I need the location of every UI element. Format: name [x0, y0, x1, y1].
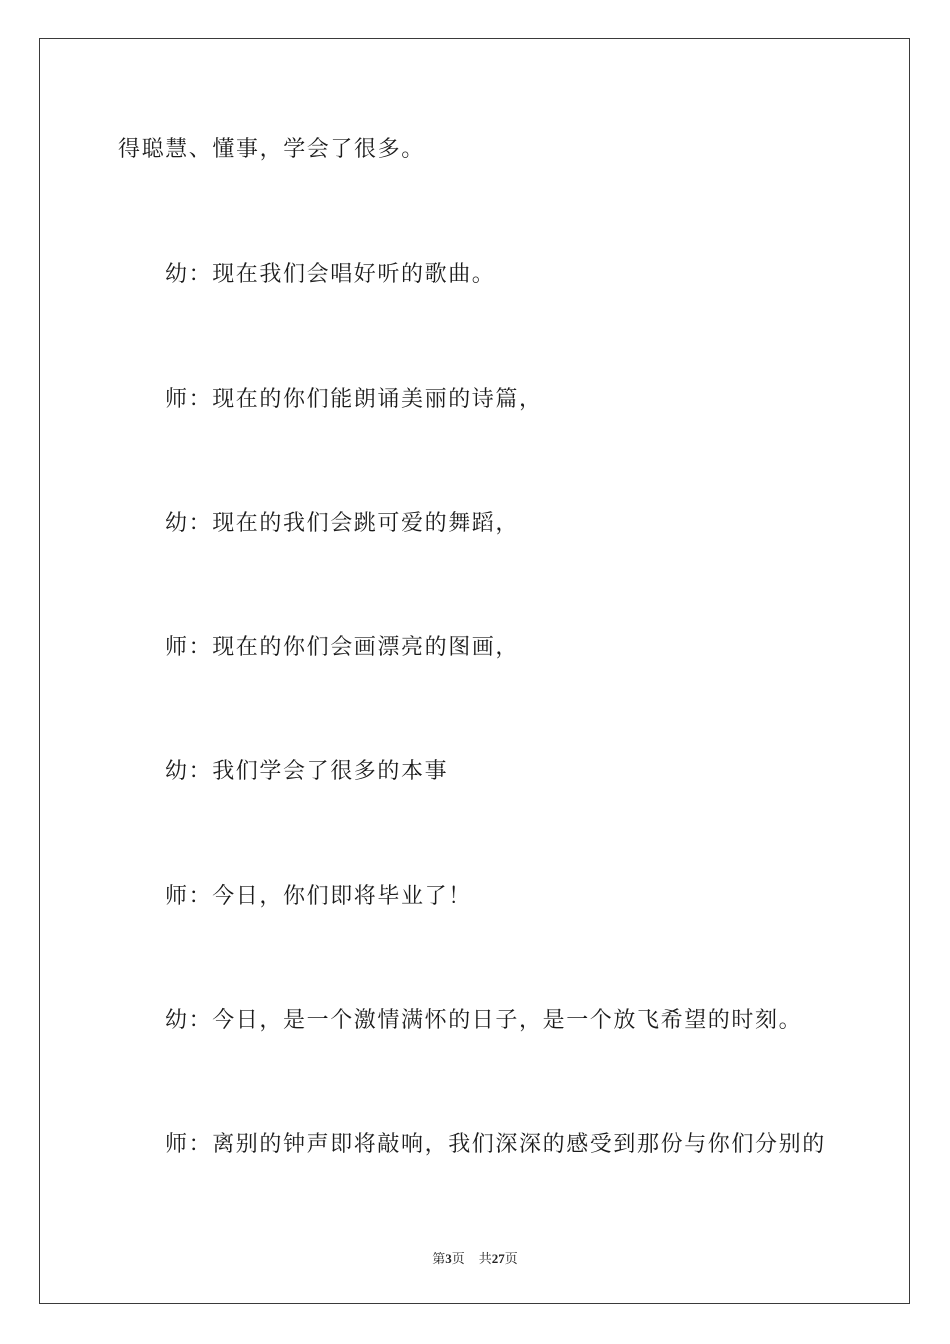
paragraph-continuation: 得聪慧、懂事，学会了很多。	[118, 137, 425, 162]
page-current-number: 3	[445, 1251, 452, 1266]
dialogue-line-teacher: 师：现在的你们能朗诵美丽的诗篇，	[165, 387, 543, 412]
total-prefix: 共	[478, 1251, 492, 1266]
dialogue-line-child: 幼：现在的我们会跳可爱的舞蹈，	[165, 511, 520, 536]
dialogue-line-child: 幼：我们学会了很多的本事	[165, 759, 449, 784]
dialogue-line-teacher: 师：现在的你们会画漂亮的图画，	[165, 635, 520, 660]
dialogue-line-child: 幼：今日，是一个激情满怀的日子，是一个放飞希望的时刻。	[165, 1008, 803, 1033]
page-border	[39, 38, 910, 1304]
total-suffix: 页	[504, 1251, 518, 1266]
dialogue-line-teacher: 师：今日，你们即将毕业了！	[165, 884, 472, 909]
dialogue-line-teacher: 师：离别的钟声即将敲响，我们深深的感受到那份与你们分别的	[165, 1132, 826, 1157]
page-suffix: 页	[451, 1251, 465, 1266]
dialogue-line-child: 幼：现在我们会唱好听的歌曲。	[165, 262, 496, 287]
page-prefix: 第	[432, 1251, 446, 1266]
page-total-number: 27	[491, 1251, 505, 1266]
page-footer	[0, 1248, 950, 1267]
